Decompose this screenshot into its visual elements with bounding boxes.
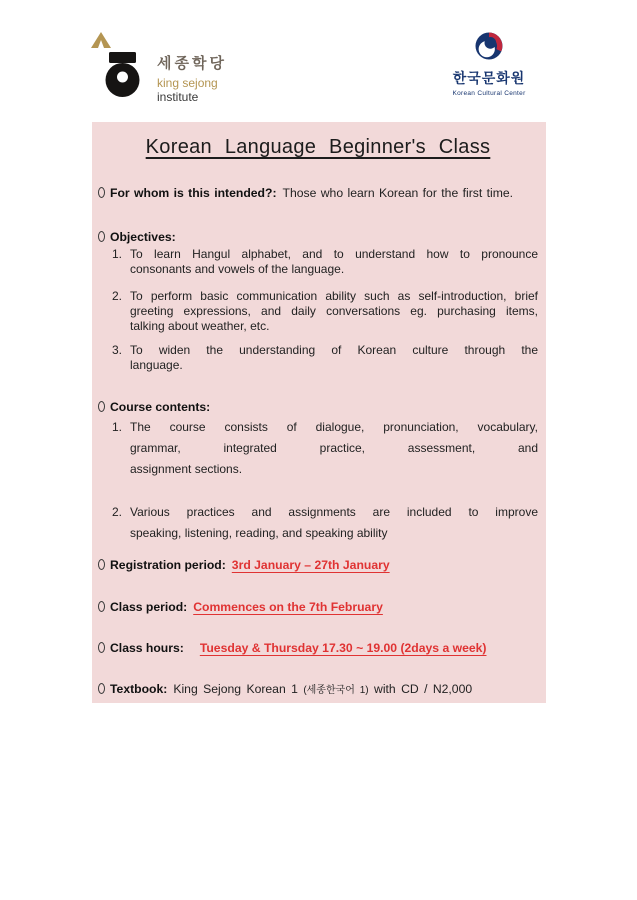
kcc-taegeuk-icon [471,28,507,64]
course-label: Course contents: [110,400,211,414]
objective-item-2 [98,289,538,334]
class-period-value: Commences on the 7th February [193,600,383,614]
class-hours-label: Class hours: [110,641,184,655]
page-title: Korean Language Beginner's Class [145,136,491,158]
sejong-korean-text: 세종학당 [157,55,227,72]
sejong-english-line1: king sejong [157,76,218,90]
objective-3-line-2: language. [130,358,183,372]
king-sejong-symbol-icon [85,28,151,100]
objective-item-3 [98,343,538,373]
item-number: 2. [112,289,123,303]
oval-bullet-icon [98,187,105,198]
kcc-english-text: Korean Cultural Center [452,90,526,97]
oval-bullet-icon [98,601,105,612]
objective-2-line-3: talking about weather, etc. [130,319,270,333]
objective-item-1 [98,247,538,277]
textbook-text: King Sejong Korean 1 [173,682,298,696]
king-sejong-institute-logo [85,28,227,104]
section-registration [98,557,538,573]
oval-bullet-icon [98,401,105,412]
item-number: 1. [112,247,123,261]
textbook-label: Textbook: [110,682,168,696]
objectives-label: Objectives: [110,230,176,244]
section-course-header [98,399,538,415]
item-number: 2. [112,505,123,519]
section-class-period [98,599,538,615]
course-2-line-2: speaking, listening, reading, and speaking ability [130,526,388,540]
section-objectives-header [98,229,538,245]
oval-bullet-icon [98,559,105,570]
objective-1-line-2: consonants and vowels of the language. [130,262,345,276]
oval-bullet-icon [98,231,105,242]
sejong-english-line2: institute [157,90,199,104]
oval-bullet-icon [98,683,105,694]
objective-3-line-1: To widen the understanding of Korean culture through the [130,343,538,357]
kcc-korean-text: 한국문화원 [452,70,526,86]
textbook-text-after: with CD / N2,000 [374,682,473,696]
korean-cultural-center-logo [441,28,537,97]
textbook-korean-text: (세종한국어 1) [303,685,369,696]
course-item-2 [98,502,538,544]
intended-text: Those who learn Korean for the first time. [282,186,514,200]
registration-value: 3rd January – 27th January [231,558,390,572]
course-item-1 [98,417,538,480]
section-intended [98,185,538,201]
oval-bullet-icon [98,642,105,653]
registration-label: Registration period: [110,558,226,572]
course-1-line-2: grammar, integrated practice, assessment, and [130,441,538,455]
objective-2-line-2: greeting expressions, and daily conversations eg. purchasing items, [130,304,538,318]
course-1-line-1: The course consists of dialogue, pronunciation, vocabulary, [130,420,538,434]
section-textbook [98,681,538,699]
objective-2-line-1: To perform basic communication ability such as self-introduction, brief [130,289,538,303]
course-2-line-1: Various practices and assignments are included to improve [130,505,538,519]
course-1-line-3: assignment sections. [130,462,243,476]
section-class-hours [98,640,538,656]
class-period-label: Class period: [110,600,188,614]
objective-1-line-1: To learn Hangul alphabet, and to understand how to pronounce [130,247,538,261]
content-panel [92,122,546,703]
king-sejong-wordmark [157,52,227,104]
intended-label: For whom is this intended?: [110,186,277,200]
class-hours-value: Tuesday & Thursday 17.30 ~ 19.00 (2days a week) [199,641,487,655]
item-number: 3. [112,343,123,357]
item-number: 1. [112,420,123,434]
